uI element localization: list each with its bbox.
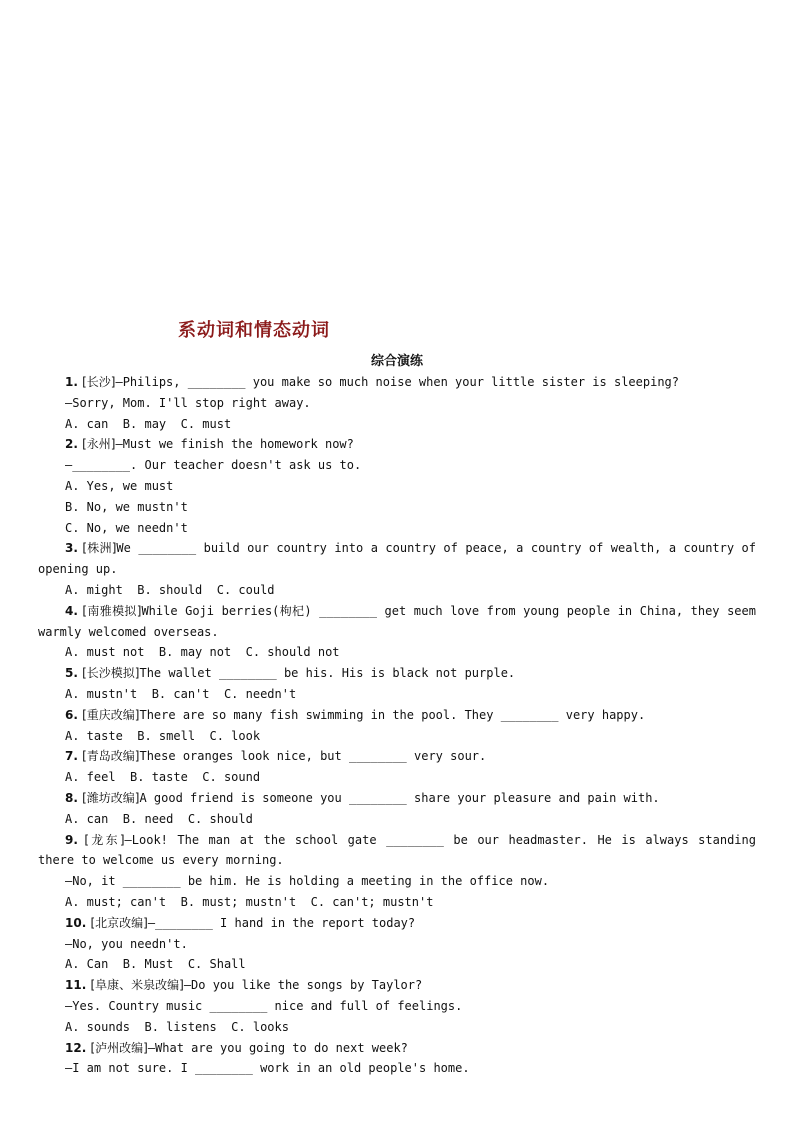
question-list	[38, 372, 756, 1079]
question-source: [青岛改编]	[82, 749, 140, 764]
question-stem	[38, 1038, 756, 1059]
question-reply: —No, you needn't.	[65, 936, 188, 951]
question-stem	[38, 372, 756, 393]
question-reply: —No, it ________ be him. He is holding a meeting in the office now.	[65, 874, 550, 889]
answer-options: A. feel B. taste C. sound	[65, 770, 261, 785]
question-reply: —________. Our teacher doesn't ask us to.	[65, 458, 362, 473]
answer-options: B. No, we mustn't	[65, 499, 188, 514]
question-reply: —I am not sure. I ________ work in an old people's home.	[65, 1061, 470, 1076]
question-stem	[38, 746, 756, 767]
question-number: 12.	[65, 1040, 91, 1055]
question-source: [长沙模拟]	[82, 666, 140, 681]
question-stem	[38, 601, 756, 643]
question-stem	[38, 913, 756, 934]
question-text: —What are you going to do next week?	[147, 1040, 408, 1055]
answer-options: A. sounds B. listens C. looks	[65, 1019, 289, 1034]
question-item	[38, 975, 756, 1037]
answer-options: A. can B. may C. must	[65, 416, 232, 431]
question-item	[38, 601, 756, 663]
question-source: [泸州改编]	[90, 1040, 148, 1055]
question-stem	[38, 663, 756, 684]
question-stem	[38, 705, 756, 726]
answer-options: A. Yes, we must	[65, 478, 174, 493]
question-stem	[38, 788, 756, 809]
question-text: —Do you like the songs by Taylor?	[183, 978, 423, 993]
answer-options: A. Can B. Must C. Shall	[65, 957, 246, 972]
question-item	[38, 663, 756, 705]
question-item	[38, 705, 756, 747]
answer-options: A. mustn't B. can't C. needn't	[65, 686, 297, 701]
question-number: 1.	[65, 375, 83, 389]
question-number: 7.	[65, 749, 83, 764]
question-item	[38, 538, 756, 600]
question-number: 5.	[65, 666, 83, 681]
question-item	[38, 372, 756, 434]
question-text: —Philips, ________ you make so much noise when your little sister is sleeping?	[115, 375, 679, 389]
question-text: These oranges look nice, but ________ very sour.	[139, 749, 487, 764]
question-source: [永州]	[82, 437, 116, 452]
question-item	[38, 746, 756, 788]
question-item	[38, 830, 756, 913]
answer-options: A. might B. should C. could	[65, 582, 275, 597]
section-subtitle: 综合演练	[370, 354, 423, 369]
question-number: 9.	[65, 832, 85, 847]
question-source: [南雅模拟]	[82, 603, 142, 618]
question-source: [龙东]	[84, 832, 125, 847]
question-source: [长沙]	[82, 375, 116, 389]
question-text: —Look! The man at the school gate ________ be our headmaster. He is always standing there to welcome us every morning.	[38, 832, 756, 868]
question-reply: —Yes. Country music ________ nice and full of feelings.	[65, 998, 463, 1013]
question-number: 11.	[65, 978, 91, 993]
question-reply: —Sorry, Mom. I'll stop right away.	[65, 395, 311, 410]
answer-options: A. must not B. may not C. should not	[65, 645, 340, 660]
question-text: We ________ build our country into a country of peace, a country of wealth, a country of opening up.	[38, 541, 756, 577]
answer-options: A. can B. need C. should	[65, 811, 253, 826]
question-stem	[38, 975, 756, 996]
question-source: [株洲]	[82, 541, 117, 556]
question-item	[38, 434, 756, 538]
question-number: 4.	[65, 603, 83, 618]
question-number: 6.	[65, 707, 83, 722]
question-item	[38, 1038, 756, 1080]
question-number: 2.	[65, 437, 83, 452]
question-stem	[38, 434, 756, 455]
answer-options: A. must; can't B. must; mustn't C. can't; mustn't	[65, 894, 434, 909]
question-number: 3.	[65, 541, 83, 556]
question-source: [重庆改编]	[82, 707, 140, 722]
question-text: —________ I hand in the report today?	[147, 915, 416, 930]
question-text: The wallet ________ be his. His is black not purple.	[139, 666, 516, 681]
question-text: While Goji berries(枸杞) ________ get much love from young people in China, they seem warmly welcomed overseas.	[38, 603, 756, 639]
answer-options: C. No, we needn't	[65, 520, 188, 535]
question-text: There are so many fish swimming in the pool. They ________ very happy.	[139, 707, 646, 722]
question-number: 10.	[65, 915, 91, 930]
question-text: —Must we finish the homework now?	[115, 437, 354, 452]
question-item	[38, 913, 756, 975]
question-source: [北京改编]	[90, 915, 148, 930]
question-stem	[38, 830, 756, 872]
page-title: 系动词和情态动词	[178, 320, 330, 341]
question-item	[38, 788, 756, 830]
question-source: [潍坊改编]	[82, 790, 140, 805]
question-text: A good friend is someone you ________ share your pleasure and pain with.	[139, 790, 660, 805]
answer-options: A. taste B. smell C. look	[65, 728, 261, 743]
question-source: [阜康、米泉改编]	[90, 978, 184, 993]
question-stem	[38, 538, 756, 580]
question-number: 8.	[65, 790, 83, 805]
